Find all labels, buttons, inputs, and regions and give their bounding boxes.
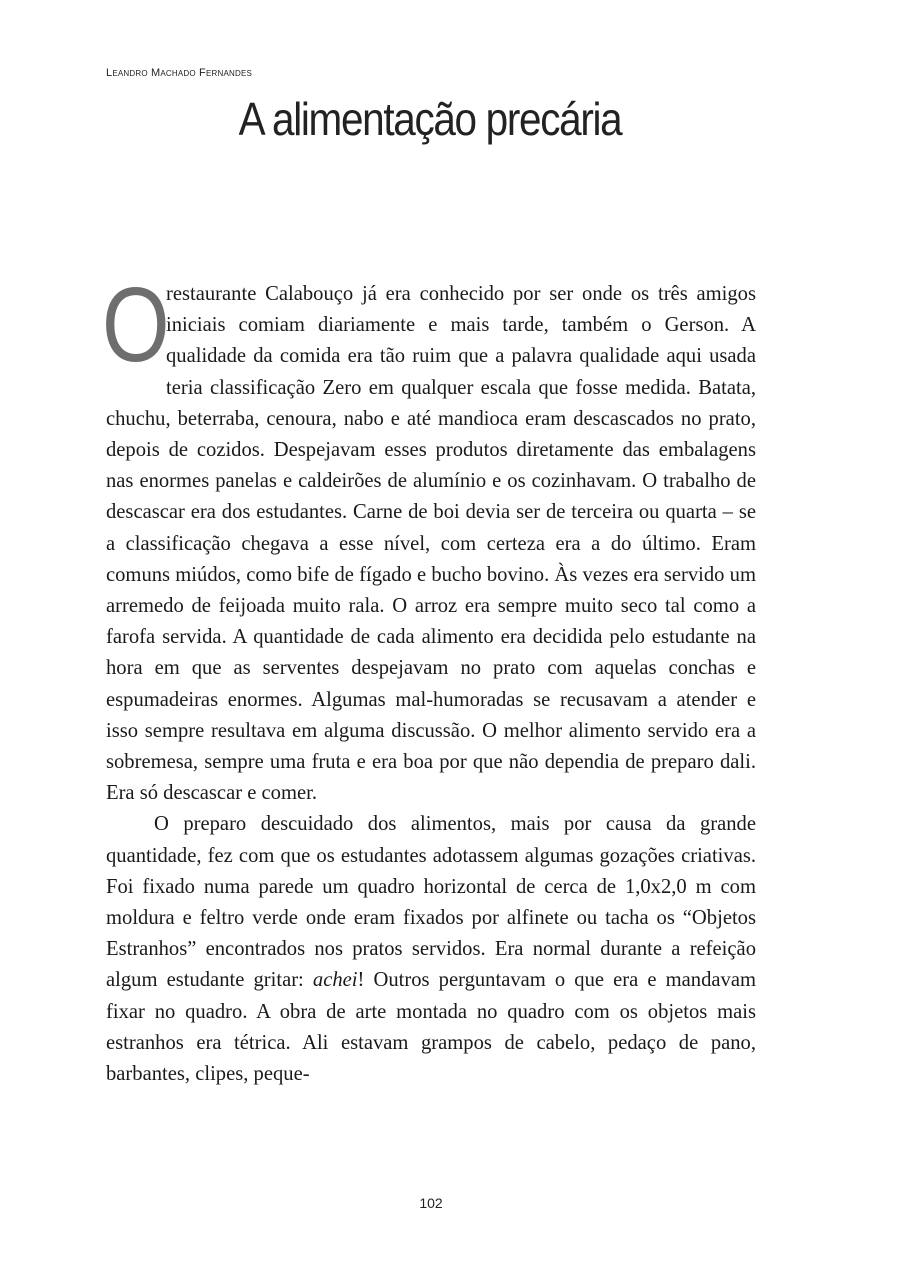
paragraph-2 [106, 809, 756, 1090]
paragraph-2-text-a: O preparo descuidado dos alimentos, mais por causa da grande quantidade, fez com que os estudantes adotassem algumas gozações criativas. Foi fixado numa parede um quadro horizontal de cerca de 1,0x2,0 m com moldura e feltro verde onde eram fixados por alfinete ou tacha os “Objetos Estranhos” encontrados nos pratos servidos. Era normal durante a refeição algum estudante gritar: [106, 813, 756, 992]
body-text [102, 266, 757, 1090]
chapter-title: A alimentação precária [238, 93, 622, 145]
paragraph-1-text: restaurante Calabouço já era conhecido por ser onde os três amigos iniciais comiam diariamente e mais tarde, também o Gerson. A qualidade da comida era tão ruim que a palavra qualidade aqui usada teria classificação Zero em qualquer escala que fosse medida. Batata, chuchu, beterraba, cenoura, nabo e até mandioca eram descascados no prato, depois de cozidos. Despejavam esses produtos diretamente das embalagens nas enormes panelas e caldeirões de alumínio e os cozinhavam. O trabalho de descascar era dos estudantes. Carne de boi devia ser de terceira ou quarta – se a classificação chegava a esse nível, com certeza era a do último. Eram comuns miúdos, como bife de fígado e bucho bovino. Às vezes era servido um arremedo de feijoada muito rala. O arroz era sempre muito seco tal como a farofa servida. A quantidade de cada alimento era decidida pelo estudante na hora em que as serventes despejavam no prato com aquelas conchas e espumadeiras enormes. Algumas mal-humoradas se recusavam a atender e isso sempre resultava em alguma discussão. O melhor alimento servido era a sobremesa, sempre uma fruta e era boa por que não dependia de preparo dali. Era só descascar e comer. [106, 283, 756, 805]
paragraph-1 [102, 266, 756, 809]
page-number: 102 [419, 1195, 443, 1211]
drop-cap: O [102, 266, 170, 384]
paragraph-2-text-b: ! Outros perguntavam o que era e mandavam fixar no quadro. A obra de arte montada no quadro com os objetos mais estranhos era tétrica. Ali estavam grampos de cabelo, pedaço de pano, barbantes, clipes, peque- [106, 969, 757, 1086]
paragraph-2-emphasis: achei [312, 969, 358, 992]
running-head-author: Leandro Machado Fernandes [106, 67, 253, 79]
